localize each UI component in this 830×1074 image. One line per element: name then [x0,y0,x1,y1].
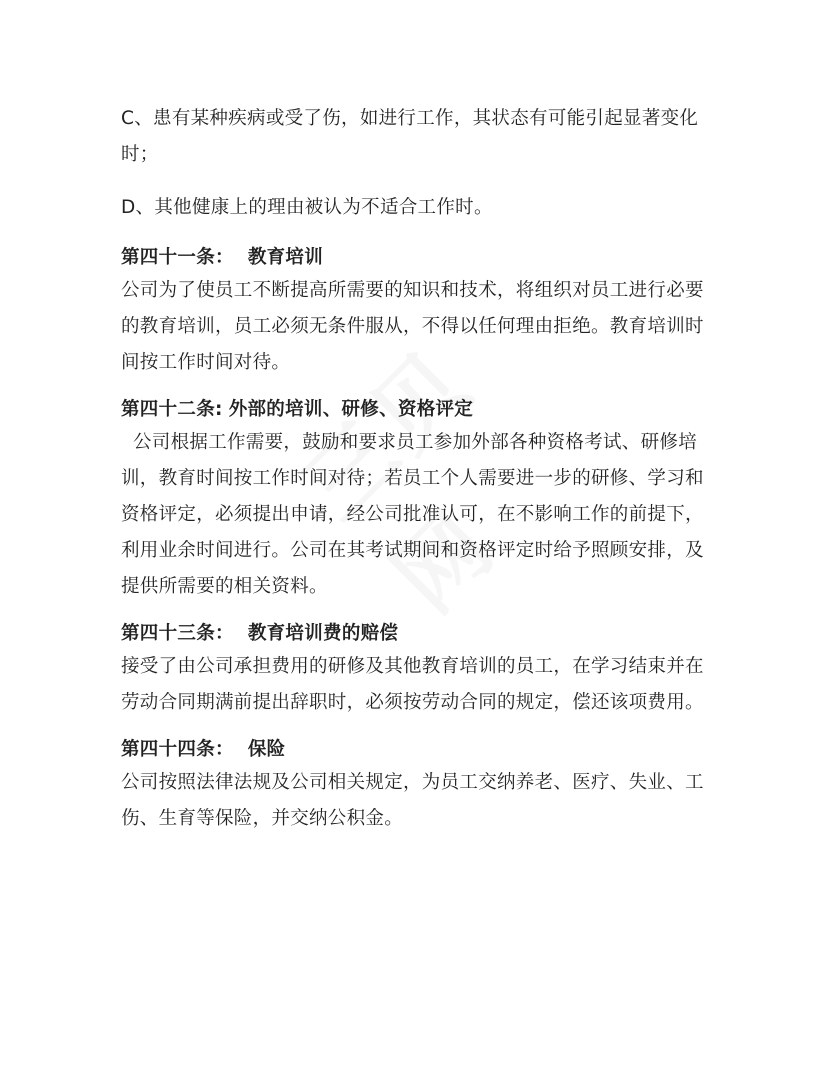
article-heading [121,243,721,273]
article-43 [121,619,721,721]
document-body [121,101,721,851]
article-44 [121,735,721,837]
article-text: 公司按照法律法规及公司相关规定，为员工交纳养老、医疗、失业、工伤、生育等保险，并交纳公积金。 [121,772,704,829]
article-number: 第四十二条: [121,399,223,420]
article-title: 教育培训 [247,247,324,268]
article-title: 外部的培训、研修、资格评定 [228,399,474,420]
article-number: 第四十四条： [121,739,234,760]
article-title: 教育培训费的赔偿 [247,623,399,644]
article-heading [121,735,721,765]
article-text: 公司为了使员工不断提高所需要的知识和技术，将组织对员工进行必要的教育培训，员工必须无条件服从，不得以任何理由拒绝。教育培训时间按工作时间对待。 [121,280,704,373]
article-text: 公司根据工作需要，鼓励和要求员工参加外部各种资格考试、研修培训，教育时间按工作时间对待；若员工个人需要进一步的研修、学习和资格评定，必须提出申请，经公司批准认可，在不影响工作的前提下，利用业余时间进行。公司在其考试期间和资格评定时给予照顾安排，及提供所需要的相关资料。 [121,432,704,597]
article-heading [121,395,721,425]
clause-c: C、患有某种疾病或受了伤，如进行工作，其状态有可能引起显著变化时； [121,108,699,165]
article-number: 第四十三条： [121,623,234,644]
article-title: 保险 [247,739,286,760]
article-42 [121,395,721,605]
article-text: 接受了由公司承担费用的研修及其他教育培训的员工，在学习结束并在劳动合同期满前提出辞职时，必须按劳动合同的规定，偿还该项费用。 [121,656,704,713]
article-number: 第四十一条： [121,247,234,268]
article-41 [121,243,721,381]
article-heading [121,619,721,649]
clause-d: D、其他健康上的理由被认为不适合工作时。 [121,197,493,218]
